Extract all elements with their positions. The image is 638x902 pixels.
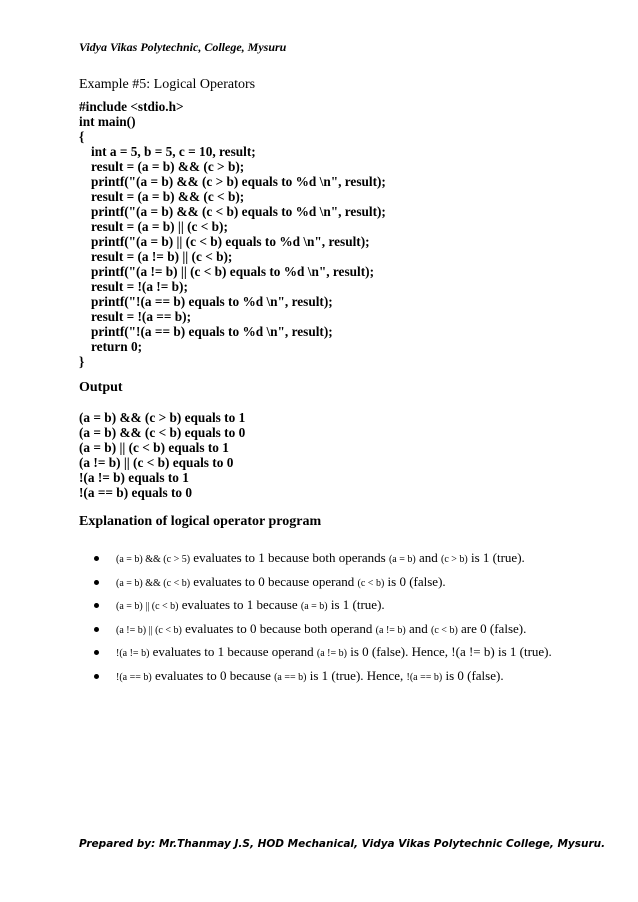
expression: (c < b) (357, 577, 385, 589)
page-footer: Prepared by: Mr.Thanmay J.S, HOD Mechanical, Vidya Vikas Polytechnic College, Mysuru. (79, 838, 606, 850)
expression: (a == b) (274, 671, 307, 683)
code-line: result = !(a != b); (91, 279, 188, 294)
code-line: printf("(a = b) || (c < b) equals to %d \n", result); (91, 234, 370, 249)
code-line: result = (a != b) || (c < b); (91, 249, 233, 264)
code-line: return 0; (91, 339, 143, 354)
bullet-dot-icon (94, 580, 99, 585)
list-item (94, 668, 614, 692)
expression: (a != b) || (c < b) (116, 624, 182, 636)
explanation-text: evaluates to 1 because (178, 597, 301, 612)
explanation-text: is 0 (false). (442, 667, 504, 683)
expression: (a != b) (316, 648, 347, 659)
code-block (79, 99, 386, 369)
list-item (94, 550, 614, 574)
expression: !(a != b) (116, 648, 150, 659)
expression: (c > b) (440, 554, 468, 565)
expression: !(a == b) (406, 671, 443, 683)
output-heading: Output (79, 380, 123, 395)
output-line: (a = b) && (c > b) equals to 1 (79, 410, 246, 425)
list-item (94, 621, 614, 645)
bullet-dot-icon (94, 674, 99, 679)
bullet-dot-icon (94, 556, 99, 561)
output-line: !(a == b) equals to 0 (79, 485, 193, 500)
code-line: printf("(a = b) && (c < b) equals to %d \n", result); (91, 204, 386, 219)
section-title: Example #5: Logical Operators (79, 77, 256, 92)
output-line: (a = b) || (c < b) equals to 1 (79, 440, 229, 455)
explanation-text: evaluates to 0 because (151, 667, 275, 683)
explanation-text: and (415, 550, 441, 565)
explanation-text: evaluates to 1 because operand (149, 644, 317, 659)
code-line: #include <stdio.h> (79, 99, 184, 114)
expression: (c < b) (431, 624, 458, 636)
code-line: printf("(a != b) || (c < b) equals to %d \n", result); (91, 264, 374, 279)
expression: (a = b) && (c < b) (116, 577, 191, 589)
explanation-text: is 0 (false). Hence, !(a != b) is 1 (true). (346, 644, 552, 659)
explanation-text: is 1 (true). (467, 550, 525, 565)
code-line: result = (a = b) && (c < b); (91, 189, 245, 204)
bullet-dot-icon (94, 650, 99, 655)
code-line: printf("(a = b) && (c > b) equals to %d \n", result); (91, 174, 386, 189)
code-line: result = (a = b) && (c > b); (91, 159, 245, 174)
output-line: !(a != b) equals to 1 (79, 470, 189, 485)
list-item (94, 597, 614, 621)
explanation-text: and (405, 620, 432, 636)
output-block (79, 410, 245, 500)
code-line: { (79, 129, 85, 144)
code-line: int a = 5, b = 5, c = 10, result; (91, 144, 256, 159)
code-line: } (79, 354, 85, 369)
explanation-text: is 0 (false). (384, 573, 446, 589)
explanation-heading: Explanation of logical operator program (79, 514, 322, 529)
explanation-text: evaluates to 0 because operand (190, 573, 358, 589)
code-line: printf("!(a == b) equals to %d \n", result); (91, 294, 333, 309)
expression: (a != b) (375, 624, 406, 636)
expression: !(a == b) (116, 671, 152, 683)
page-header: Vidya Vikas Polytechnic, College, Mysuru (79, 40, 287, 54)
code-line: result = !(a == b); (91, 309, 192, 324)
explanation-text: evaluates to 0 because both operand (181, 620, 376, 636)
code-line: int main() (79, 114, 136, 129)
output-line: (a != b) || (c < b) equals to 0 (79, 455, 234, 470)
expression: (a = b) || (c < b) (116, 601, 179, 612)
explanation-list (94, 550, 614, 691)
expression: (a = b) (388, 554, 416, 565)
explanation-text: is 1 (true). (327, 597, 385, 612)
bullet-dot-icon (94, 603, 99, 608)
output-line: (a = b) && (c < b) equals to 0 (79, 425, 246, 440)
list-item (94, 574, 614, 598)
list-item (94, 644, 614, 668)
bullet-dot-icon (94, 627, 99, 632)
explanation-text: is 1 (true). Hence, (306, 667, 407, 683)
code-line: printf("!(a == b) equals to %d \n", result); (91, 324, 333, 339)
expression: (a = b) && (c > 5) (116, 554, 191, 565)
explanation-text: evaluates to 1 because both operands (190, 550, 389, 565)
code-line: result = (a = b) || (c < b); (91, 219, 228, 234)
explanation-text: are 0 (false). (457, 620, 527, 636)
expression: (a = b) (300, 601, 328, 612)
